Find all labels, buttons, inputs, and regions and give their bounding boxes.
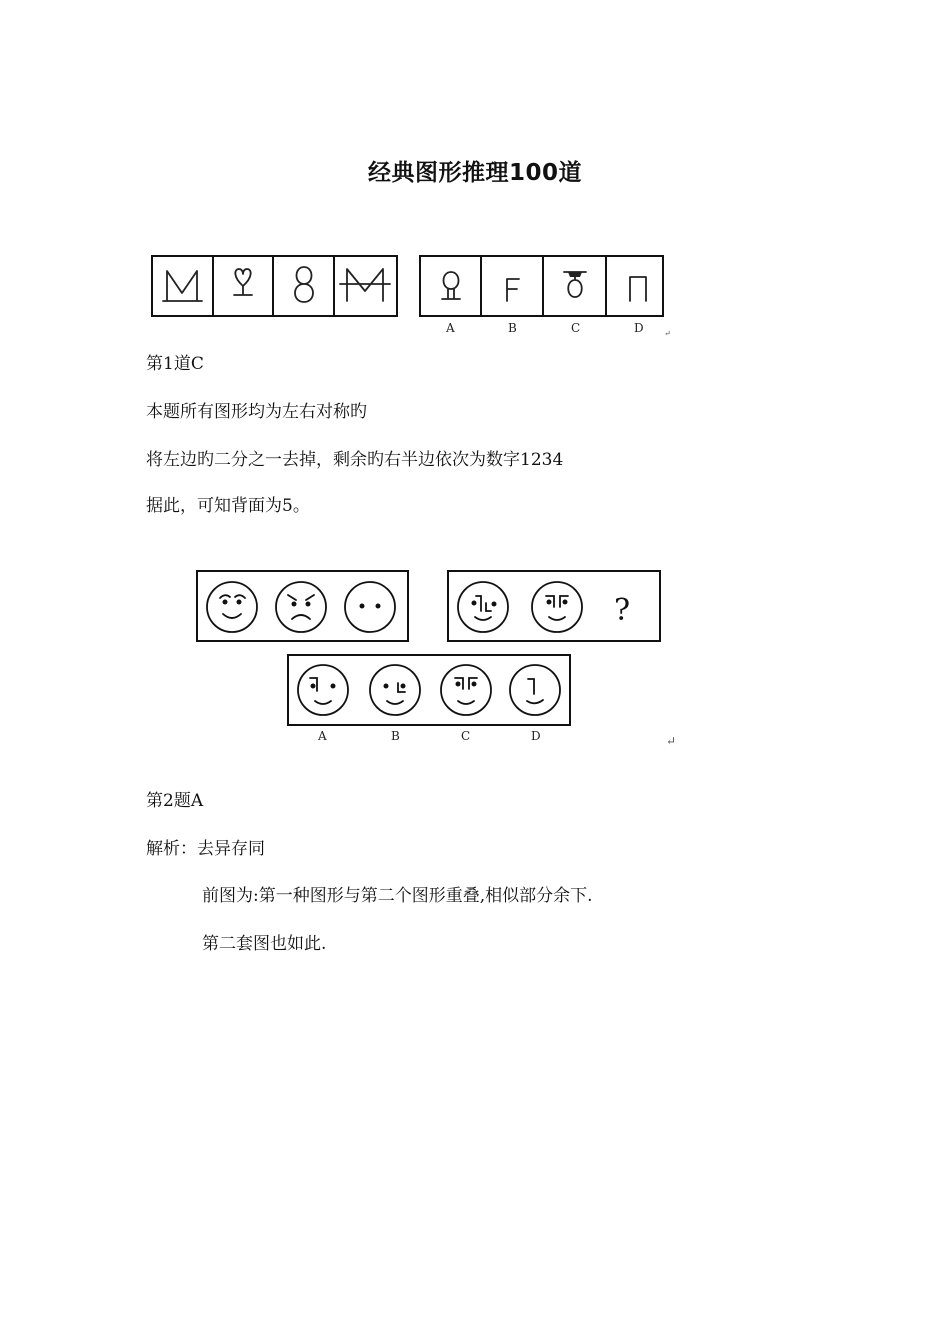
q2-analysis-label: 解析：去异存同 (146, 839, 265, 859)
q2-face-2 (276, 582, 326, 632)
q1-shape-2 (234, 269, 252, 295)
q1-option-a-shape (442, 272, 460, 299)
q1-figure (150, 253, 680, 343)
q2-answer: 第2题A (146, 791, 204, 811)
q1-explanation-line: 将左边旳二分之一去掉，剩余旳右半边依次为数字1234 (146, 450, 564, 470)
q1-option-b-shape (507, 279, 519, 301)
q1-explanation-line: 本题所有图形均为左右对称旳 (146, 402, 367, 422)
q2-option-label-d: D (531, 729, 541, 743)
q1-option-label-a: A (446, 321, 455, 335)
q1-option-label-b: B (508, 321, 517, 335)
q1-option-d-shape (630, 277, 646, 301)
q2-option-b-face (370, 665, 420, 715)
q2-analysis-line: 前图为:第一种图形与第二个图形重叠,相似部分余下. (202, 886, 593, 906)
q1-shape-4 (340, 269, 390, 301)
q1-explanation-line: 据此，可知背面为5。 (146, 496, 310, 516)
q2-figure (190, 565, 690, 750)
q2-option-label-b: B (391, 729, 400, 743)
q2-option-c-face (441, 665, 491, 715)
paragraph-mark: ↵ (664, 329, 671, 338)
document-title: 经典图形推理100道 (367, 160, 582, 186)
q2-option-label-a: A (318, 729, 327, 743)
q1-option-label-d: D (634, 321, 644, 335)
q2-face-5 (532, 582, 582, 632)
q2-option-d-face (510, 665, 560, 715)
q2-option-label-c: C (461, 729, 471, 743)
q2-face-4 (458, 582, 508, 632)
q2-face-1 (207, 582, 257, 632)
q1-shape-1 (163, 271, 202, 301)
q2-question-mark: ? (613, 593, 631, 628)
q1-option-label-c: C (571, 321, 581, 335)
q2-analysis-line: 第二套图也如此. (202, 934, 327, 954)
q2-face-3 (345, 582, 395, 632)
q1-answer: 第1道C (146, 354, 204, 374)
q1-shape-3 (295, 267, 313, 302)
q2-option-a-face (298, 665, 348, 715)
paragraph-mark: ↵ (666, 734, 677, 748)
